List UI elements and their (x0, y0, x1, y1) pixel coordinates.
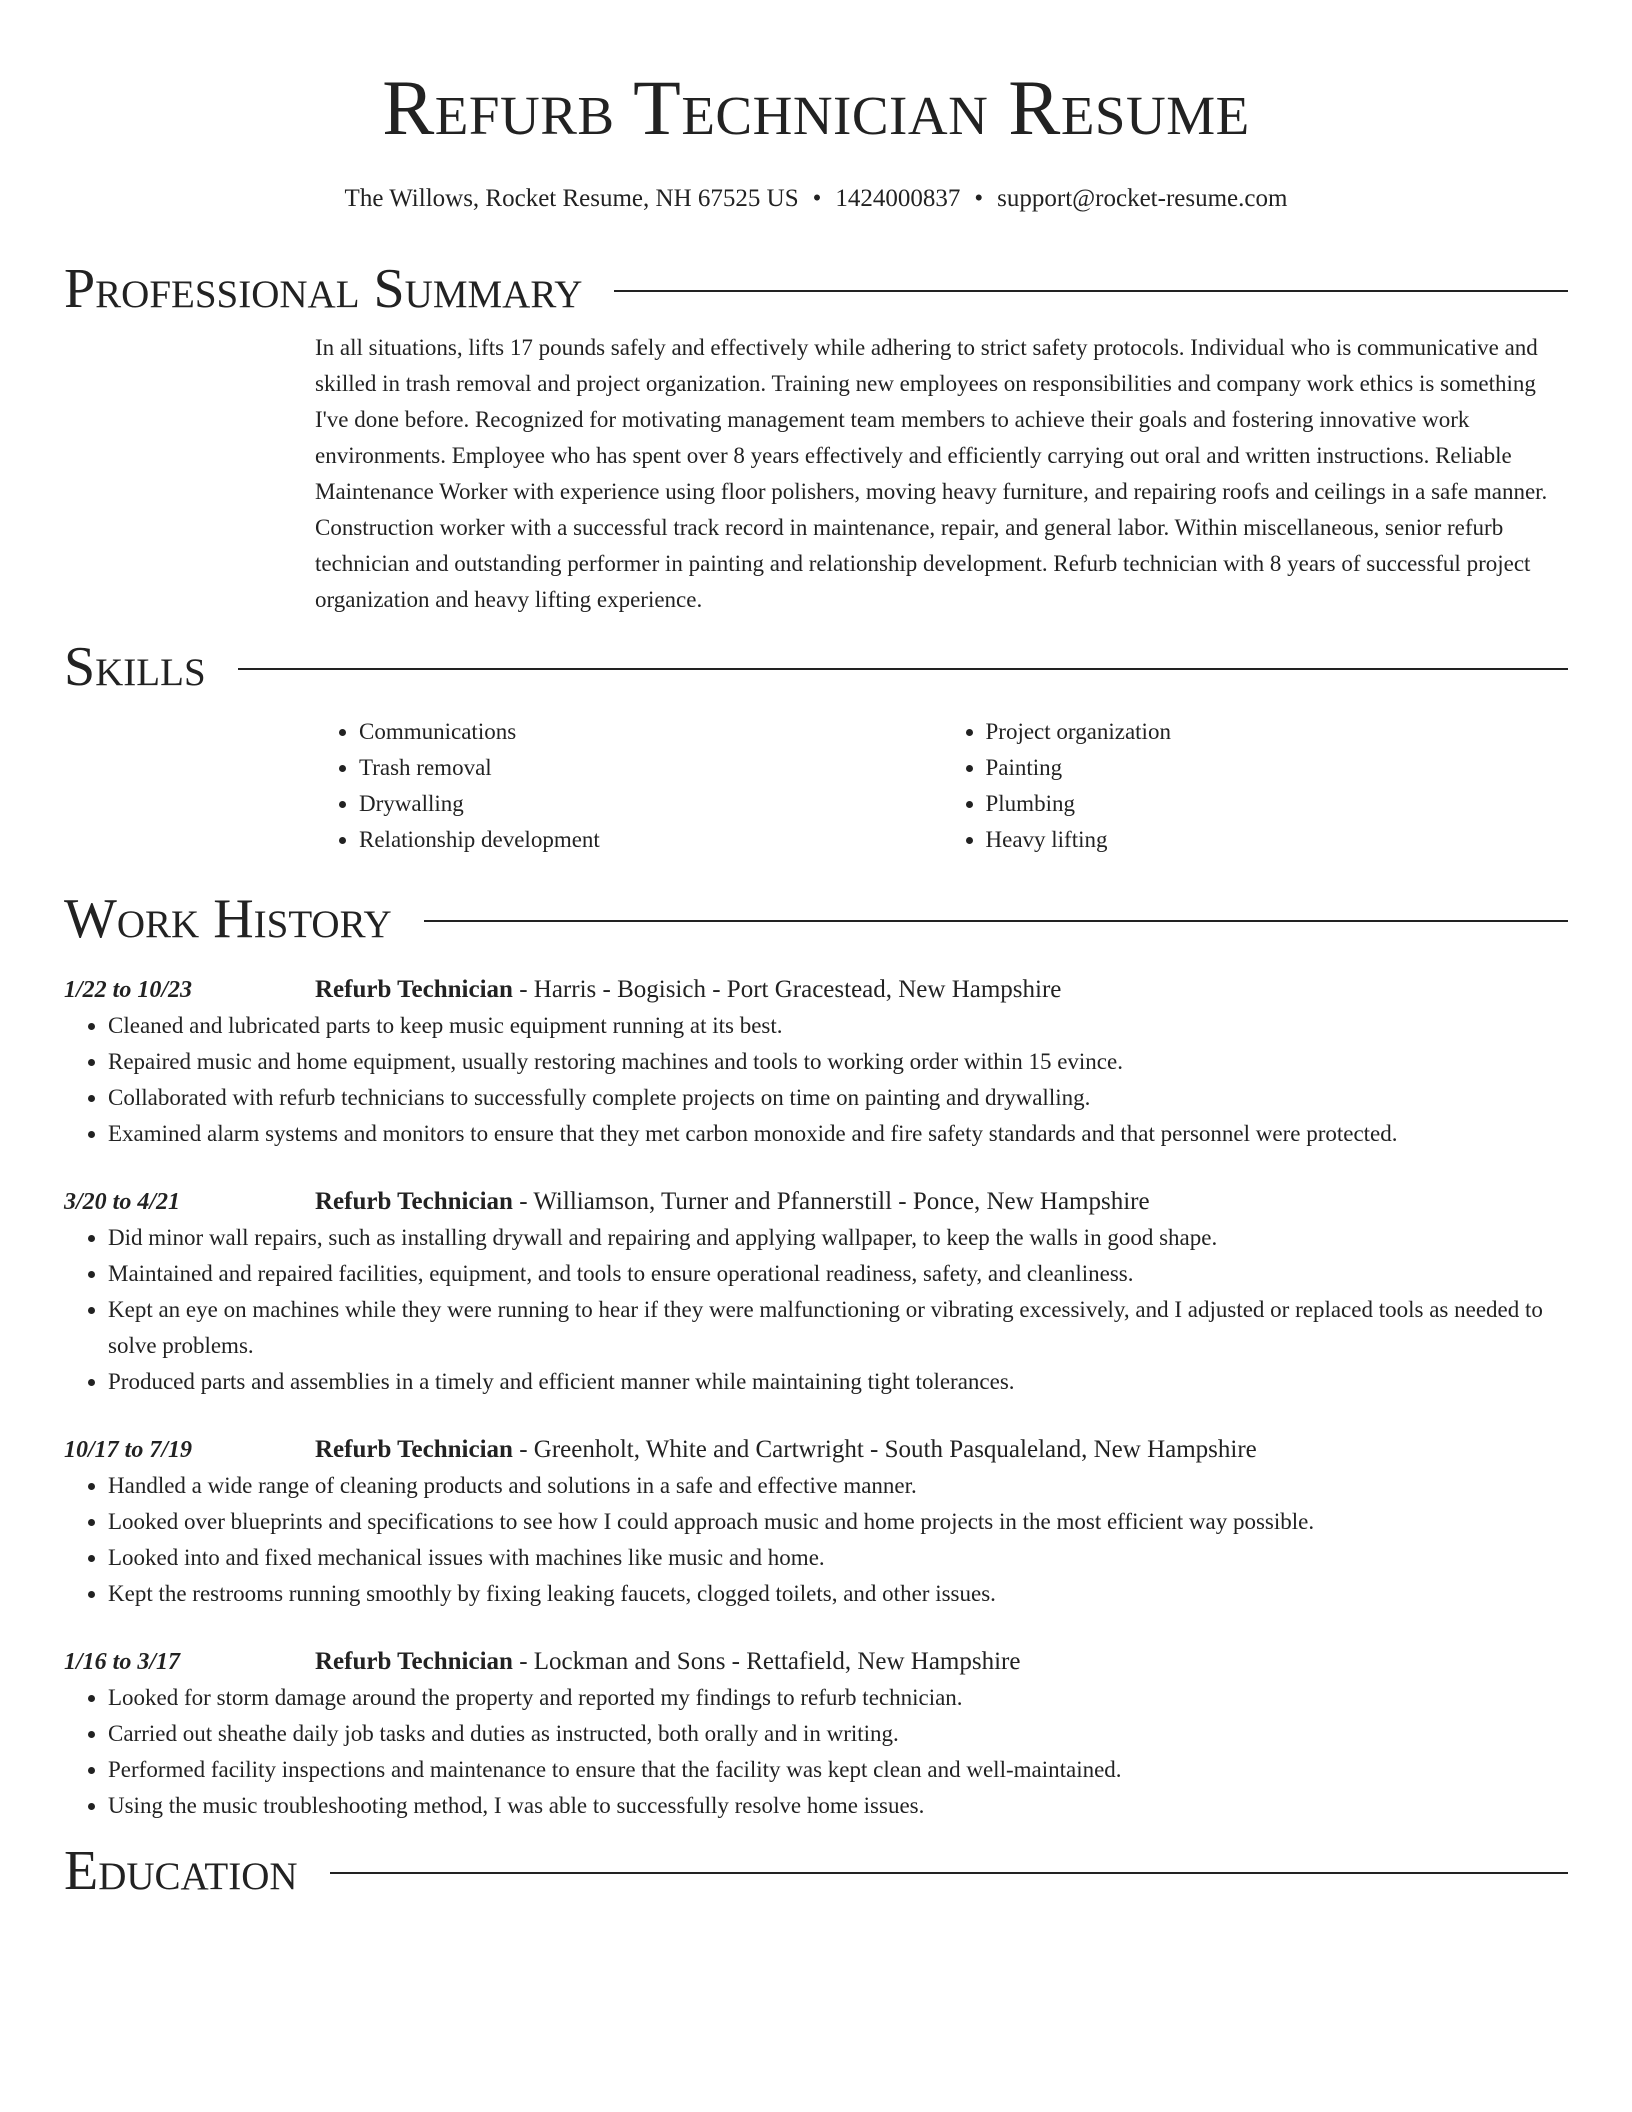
job-duties (64, 1220, 1568, 1400)
section-divider (424, 920, 1568, 922)
section-divider (614, 290, 1568, 292)
job-duty: • Looked into and fixed mechanical issues with machines like music and home. (108, 1540, 1568, 1576)
summary-section-title: Professional Summary (64, 258, 583, 320)
job-entry (64, 1644, 1568, 1824)
skills-section-header (64, 634, 1568, 700)
skill-item: • Communications (359, 714, 942, 750)
skills-column-right (942, 714, 1569, 858)
job-duty: • Did minor wall repairs, such as installing drywall and repairing and applying wallpaper, to keep the walls in good shape. (108, 1220, 1568, 1256)
job-title-line (315, 1432, 1257, 1468)
contact-separator: • (812, 185, 822, 212)
education-section-header (64, 1838, 1568, 1904)
resume-title: Refurb Technician Resume (382, 64, 1250, 151)
job-dates: 1/16 to 3/17 (64, 1649, 181, 1675)
contact-phone: 1424000837 (835, 185, 961, 212)
job-duty: • Repaired music and home equipment, usually restoring machines and tools to working order within 15 evince. (108, 1044, 1568, 1080)
job-dates: 1/22 to 10/23 (64, 977, 193, 1003)
job-entry (64, 1184, 1568, 1400)
job-header (64, 1432, 1568, 1468)
job-duties (64, 1680, 1568, 1824)
job-entry (64, 972, 1568, 1152)
job-duty: • Produced parts and assemblies in a timely and efficient manner while maintaining tight tolerances. (108, 1364, 1568, 1400)
work-section-header (64, 886, 1568, 952)
contact-separator: • (974, 185, 984, 212)
contact-address: The Willows, Rocket Resume, NH 67525 US (344, 185, 799, 212)
summary-text: In all situations, lifts 17 pounds safely and effectively while adhering to strict safety protocols. Individual who is communicative and skilled in trash removal and project organization. Training new employees on responsibilities and company work ethics is something I've done before. Recognized for motivating management team members to achieve their goals and fostering innovative work environments. Employee who has spent over 8 years effectively and efficiently carrying out oral and written instructions. Reliable Maintenance Worker with experience using floor polishers, moving heavy furniture, and repairing roofs and ceilings in a safe manner. Construction worker with a successful track record in maintenance, repair, and general labor. Within miscellaneous, senior refurb technician and outstanding performer in painting and relationship development. Refurb technician with 8 years of successful project organization and heavy lifting experience. (315, 335, 1548, 612)
skills-list (315, 714, 1568, 858)
job-duty: • Handled a wide range of cleaning products and solutions in a safe and effective manner. (108, 1468, 1568, 1504)
job-dates: 3/20 to 4/21 (64, 1189, 181, 1215)
skill-item: • Painting (986, 750, 1569, 786)
job-employer: - Lockman and Sons - Rettafield, New Hampshire (512, 1648, 1021, 1675)
job-duty: • Cleaned and lubricated parts to keep music equipment running at its best. (108, 1008, 1568, 1044)
job-duty: • Using the music troubleshooting method, I was able to successfully resolve home issues. (108, 1788, 1568, 1824)
contact-line (64, 184, 1568, 214)
job-employer: - Williamson, Turner and Pfannerstill - Ponce, New Hampshire (512, 1188, 1150, 1215)
job-title-line (315, 1644, 1020, 1680)
skill-item: • Drywalling (359, 786, 942, 822)
job-header (64, 1644, 1568, 1680)
job-title: Refurb Technician (315, 976, 513, 1003)
job-duty: • Examined alarm systems and monitors to ensure that they met carbon monoxide and fire safety standards and that personnel were protected. (108, 1116, 1568, 1152)
job-duty: • Kept the restrooms running smoothly by fixing leaking faucets, clogged toilets, and other issues. (108, 1576, 1568, 1612)
job-duty: • Looked for storm damage around the property and reported my findings to refurb technician. (108, 1680, 1568, 1716)
skills-column-left (315, 714, 942, 858)
section-divider (238, 668, 1568, 670)
work-section-title: Work History (64, 888, 392, 950)
education-section-title: Education (64, 1840, 298, 1902)
job-duty: • Looked over blueprints and specifications to see how I could approach music and home projects in the most efficient way possible. (108, 1504, 1568, 1540)
job-header (64, 972, 1568, 1008)
job-title-line (315, 1184, 1150, 1220)
job-employer: - Greenholt, White and Cartwright - South Pasqualeland, New Hampshire (512, 1436, 1257, 1463)
skill-item: • Relationship development (359, 822, 942, 858)
job-header (64, 1184, 1568, 1220)
job-duty: • Kept an eye on machines while they were running to hear if they were malfunctioning or vibrating excessively, and I adjusted or replaced tools as needed to solve problems. (108, 1292, 1568, 1364)
resume-page (64, 0, 1568, 1904)
skill-item: • Trash removal (359, 750, 942, 786)
job-dates: 10/17 to 7/19 (64, 1437, 193, 1463)
job-title: Refurb Technician (315, 1436, 513, 1463)
job-duty: • Maintained and repaired facilities, equipment, and tools to ensure operational readiness, safety, and cleanliness. (108, 1256, 1568, 1292)
job-duty: • Carried out sheathe daily job tasks and duties as instructed, both orally and in writing. (108, 1716, 1568, 1752)
job-entry (64, 1432, 1568, 1612)
skill-item: • Project organization (986, 714, 1569, 750)
job-title: Refurb Technician (315, 1188, 513, 1215)
job-duty: • Performed facility inspections and maintenance to ensure that the facility was kept clean and well-maintained. (108, 1752, 1568, 1788)
contact-email: support@rocket-resume.com (997, 185, 1288, 212)
job-duties (64, 1468, 1568, 1612)
skills-section-title: Skills (64, 636, 206, 698)
job-employer: - Harris - Bogisich - Port Gracestead, New Hampshire (512, 976, 1062, 1003)
skill-item: • Heavy lifting (986, 822, 1569, 858)
job-duties (64, 1008, 1568, 1152)
skill-item: • Plumbing (986, 786, 1569, 822)
job-title-line (315, 972, 1061, 1008)
job-title: Refurb Technician (315, 1648, 513, 1675)
summary-section-header (64, 256, 1568, 322)
section-divider (330, 1872, 1568, 1874)
job-duty: • Collaborated with refurb technicians to successfully complete projects on time on painting and drywalling. (108, 1080, 1568, 1116)
